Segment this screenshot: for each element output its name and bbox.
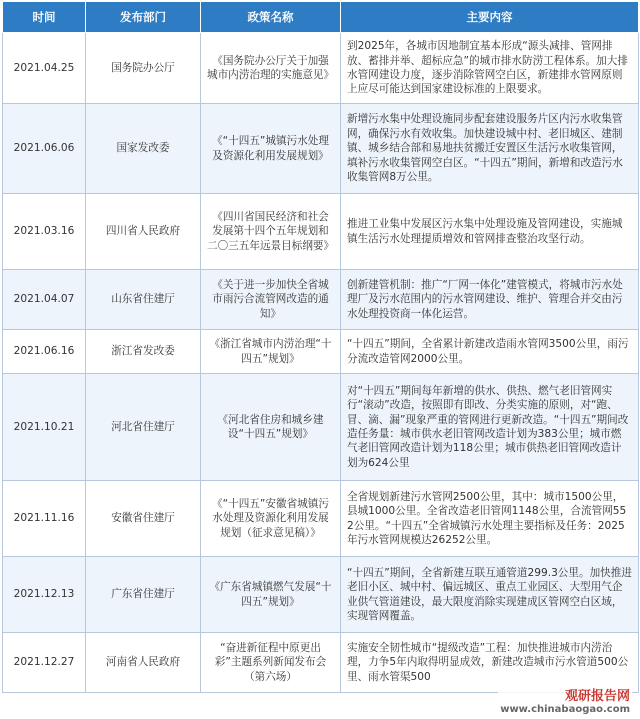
row-policy-name: 《河北省住房和城乡建设“十四五”规划》 <box>201 374 341 481</box>
table-row <box>3 633 639 693</box>
row-policy-name: 《四川省国民经济和社会发展第十四个五年规划和二〇三五年远景目标纲要》 <box>201 194 341 270</box>
row-content: 新增污水集中处理设施同步配套建设服务片区内污水收集管网，确保污水有效收集。加快建设城中村、老旧城区、建制镇、城乡结合部和易地扶贫搬迁安置区生活污水收集管网，填补污水收集管网空白区。“十四五”期间，新增和改造污水收集管网8万公里。 <box>341 104 639 194</box>
row-content: “十四五”期间，全省累计新建改造雨水管网3500公里，雨污分流改造管网2000公里。 <box>341 330 639 374</box>
table-row <box>3 270 639 330</box>
table-row <box>3 374 639 481</box>
row-content: 推进工业集中发展区污水集中处理设施及管网建设，实施城镇生活污水处理提质增效和管网排查整治攻坚行动。 <box>341 194 639 270</box>
header-department: 发布部门 <box>86 2 201 33</box>
table-row <box>3 194 639 270</box>
row-policy-name: 《“十四五”安徽省城镇污水处理及资源化利用发展规划（征求意见稿）》 <box>201 481 341 557</box>
row-date: 2021.06.16 <box>3 330 86 374</box>
header-time: 时间 <box>3 2 86 33</box>
row-date: 2021.12.13 <box>3 557 86 633</box>
row-date: 2021.06.06 <box>3 104 86 194</box>
row-content: “十四五”期间，全省新建互联互通管道299.3公里。加快推进老旧小区、城中村、偏远城区、重点工业园区、大型用气企业供气管道建设，最大限度消除实现建成区管网空白区域，实现管网覆盖。 <box>341 557 639 633</box>
table-row <box>3 330 639 374</box>
row-department: 广东省住建厅 <box>86 557 201 633</box>
table-row <box>3 104 639 194</box>
row-department: 国家发改委 <box>86 104 201 194</box>
row-policy-name: 《浙江省城市内涝治理“十四五”规划》 <box>201 330 341 374</box>
policy-table <box>2 1 639 693</box>
row-policy-name: “奋进新征程中原更出彩”主题系列新闻发布会（第六场） <box>201 633 341 693</box>
row-content: 实施安全韧性城市“提级改造”工程：加快推进城市内涝治理，力争5年内取得明显成效，新建改造城市污水管道500公里、雨水管渠500 <box>341 633 639 693</box>
watermark-url: www.chinabaogao.com <box>500 704 630 715</box>
table-row <box>3 33 639 104</box>
table-header-row <box>3 2 639 33</box>
header-policy-name: 政策名称 <box>201 2 341 33</box>
row-date: 2021.04.07 <box>3 270 86 330</box>
row-policy-name: 《“十四五”城镇污水处理及资源化利用发展规划》 <box>201 104 341 194</box>
row-date: 2021.04.25 <box>3 33 86 104</box>
row-department: 四川省人民政府 <box>86 194 201 270</box>
row-department: 安徽省住建厅 <box>86 481 201 557</box>
row-date: 2021.03.16 <box>3 194 86 270</box>
row-content: 到2025年，各城市因地制宜基本形成“源头减排、管网排放、蓄排并举、超标应急”的城市排水防涝工程体系。加大排水管网建设力度，逐步消除管网空白区，新建排水管网原则上应尽可能达到国家建设标准的上限要求。 <box>341 33 639 104</box>
row-policy-name: 《关于进一步加快全省城市雨污合流管网改造的通知》 <box>201 270 341 330</box>
row-date: 2021.12.27 <box>3 633 86 693</box>
row-department: 国务院办公厅 <box>86 33 201 104</box>
table-row <box>3 557 639 633</box>
row-policy-name: 《国务院办公厅关于加强城市内涝治理的实施意见》 <box>201 33 341 104</box>
row-department: 河南省人民政府 <box>86 633 201 693</box>
watermark-brand: 观研报告网 <box>498 685 632 704</box>
header-main-content: 主要内容 <box>341 2 639 33</box>
row-department: 山东省住建厅 <box>86 270 201 330</box>
row-content: 全省规划新建污水管网2500公里，其中：城市1500公里，县城1000公里。全省改造老旧管网1148公里，合流管网552公里。“十四五”全省城镇污水处理主要指标及任务：2025年污水管网规模达26252公里。 <box>341 481 639 557</box>
row-department: 浙江省发改委 <box>86 330 201 374</box>
row-department: 河北省住建厅 <box>86 374 201 481</box>
row-content: 创新建管机制：推广“厂网一体化”建管模式，将城市污水处理厂及污水范围内的污水管网建设、维护、管理合并交由污水处理投资商一体化运营。 <box>341 270 639 330</box>
table-row <box>3 481 639 557</box>
row-date: 2021.10.21 <box>3 374 86 481</box>
row-content: 对“十四五”期间每年新增的供水、供热、燃气老旧管网实行“滚动”改造，按照即有即改、分类实施的原则，对“跑、冒、滴、漏”现象严重的管网进行更新改造。“十四五”期间改造任务量：城市供水老旧管网改造计划为383公里；城市燃气老旧管网改造计划为118公里；城市供热老旧管网改造计划为624公里 <box>341 374 639 481</box>
row-date: 2021.11.16 <box>3 481 86 557</box>
row-policy-name: 《广东省城镇燃气发展“十四五”规划》 <box>201 557 341 633</box>
